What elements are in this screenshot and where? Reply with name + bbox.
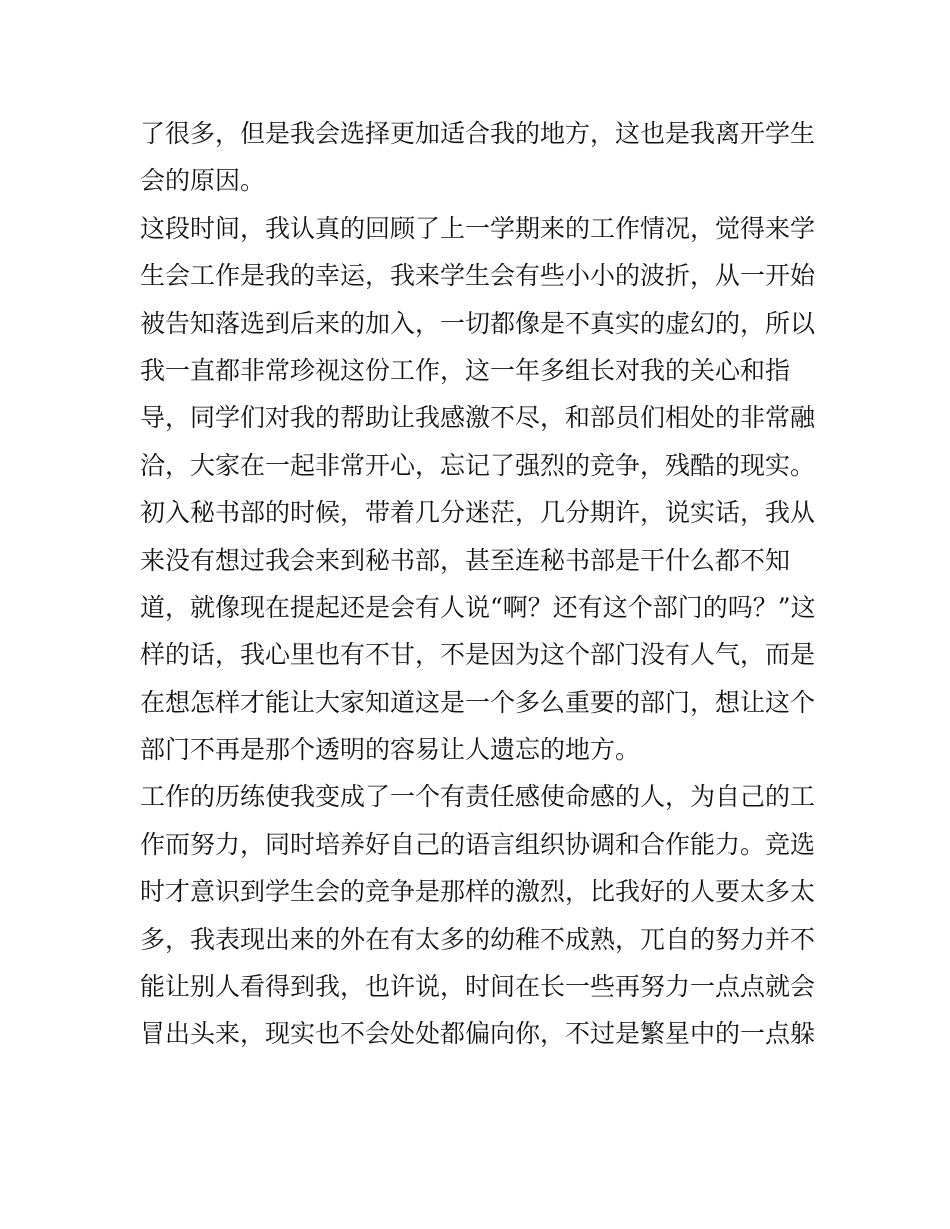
text-line-17: 时才意识到学生会的竞争是那样的激烈，比我好的人要太多太 xyxy=(140,877,816,907)
text-line-13: 在想怎样才能让大家知道这是一个多么重要的部门，想让这个 xyxy=(140,687,816,717)
text-line-18: 多，我表现出来的外在有太多的幼稚不成熟，兀自的努力并不 xyxy=(140,924,816,954)
text-line-7: 导，同学们对我的帮助让我感激不尽，和部员们相处的非常融 xyxy=(140,403,816,433)
text-line-14: 部门不再是那个透明的容易让人遗忘的地方。 xyxy=(140,735,641,765)
text-line-5: 被告知落选到后来的加入，一切都像是不真实的虚幻的，所以 xyxy=(140,308,816,338)
text-line-4: 生会工作是我的幸运，我来学生会有些小小的波折，从一开始 xyxy=(140,261,816,291)
text-line-19: 能让别人看得到我，也许说，时间在长一些再努力一点点就会 xyxy=(140,972,816,1002)
text-line-20: 冒出头来，现实也不会处处都偏向你，不过是繁星中的一点躲 xyxy=(140,1019,816,1049)
text-line-12: 样的话，我心里也有不甘，不是因为这个部门没有人气，而是 xyxy=(140,640,816,670)
text-line-1: 了很多，但是我会选择更加适合我的地方，这也是我离开学生 xyxy=(140,119,816,148)
text-line-8: 洽，大家在一起非常开心，忘记了强烈的竞争，残酷的现实。 xyxy=(140,450,816,480)
text-line-3: 这段时间，我认真的回顾了上一学期来的工作情况，觉得来学 xyxy=(140,213,816,243)
text-line-2: 会的原因。 xyxy=(140,166,266,196)
text-line-11: 道，就像现在提起还是会有人说“啊？还有这个部门的吗？”这 xyxy=(140,592,816,622)
text-line-10: 来没有想过我会来到秘书部，甚至连秘书部是干什么都不知 xyxy=(140,545,791,575)
text-line-6: 我一直都非常珍视这份工作，这一年多组长对我的关心和指 xyxy=(140,355,791,385)
body-text xyxy=(140,110,820,1058)
text-line-16: 作而努力，同时培养好自己的语言组织协调和合作能力。竞选 xyxy=(140,829,816,859)
text-line-15: 工作的历练使我变成了一个有责任感使命感的人，为自己的工 xyxy=(140,782,816,812)
text-line-9: 初入秘书部的时候，带着几分迷茫，几分期许，说实话，我从 xyxy=(140,498,816,528)
